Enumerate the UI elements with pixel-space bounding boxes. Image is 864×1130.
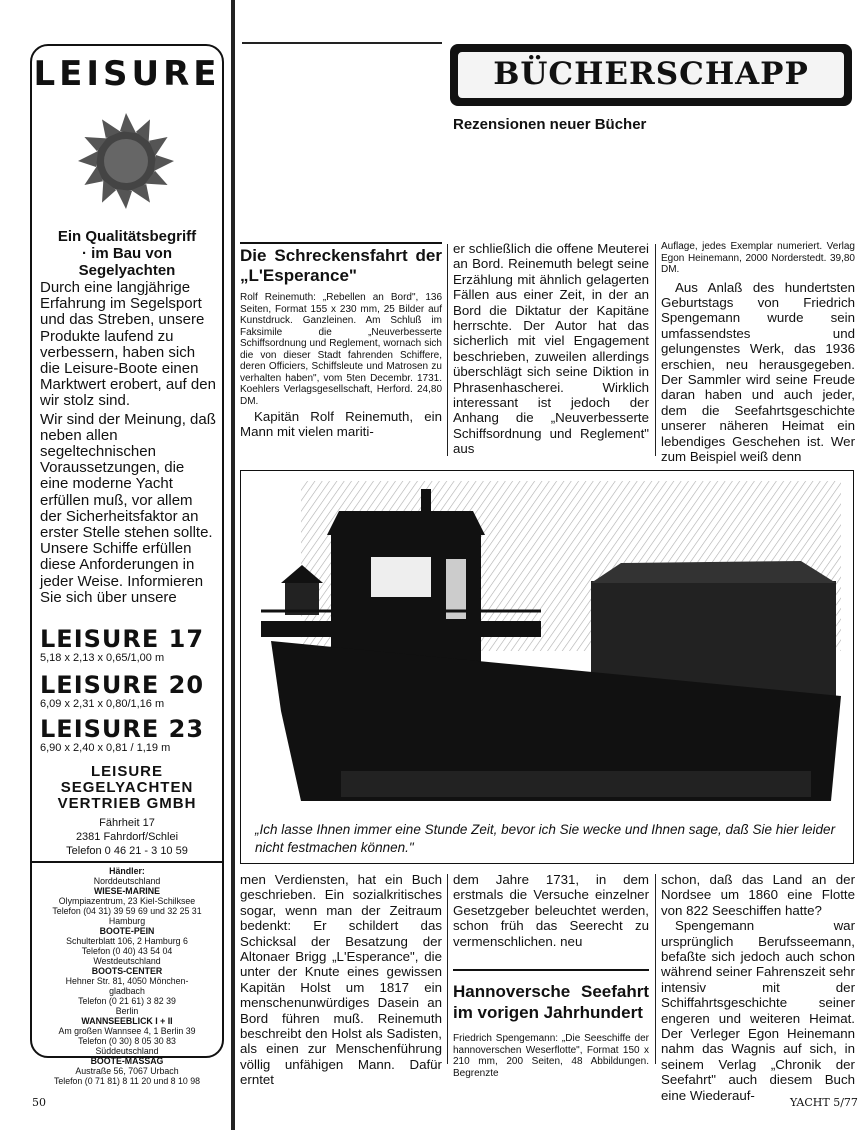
dealer-line: Süddeutschland [95,1046,159,1056]
article-bibliography-end: Auflage, jedes Exemplar numeriert. Verlag Egon Heinemann, 2000 Norderstedt. 39,80 DM. [661,241,855,275]
article-paragraph: Spengemann war ursprünglich Berufsseemann, befaßte sich jedoch auch schon während seiner Fahrenszeit sehr intensiv mit der Schiffahrtsgeschichte seiner engeren und weiteren Heimat. Der Verleger Egon Heinemann nahm das Wagnis auf sich, in seinem Verlag „Chronik der Seefahrt" auch diesem Buch eine Wiederauf- [661,918,855,1103]
dealer-line: Westdeutschland [93,956,161,966]
article-title-2: Hannoversche Seefahrt im vorigen Jahrhundert [453,969,649,1023]
dealer-line: gladbach [109,986,145,996]
dealer-line: Schulterblatt 106, 2 Hamburg 6 [66,936,188,946]
section-banner [450,44,852,106]
article-paragraph: men Verdiensten, hat ein Buch geschrieben. Ein sozialkritisches sogar, wenn man der Zeitraum bedenkt: Er schildert das Schicksal der Besatzung der Altonaer Brigg „L'Esperance", die unter der Knute eines gewissen Kapitän Holst um 1817 ein menschenunwürdiges Dasein an Bord führen muß. Reinemuth beschreibt den Holst als Sadisten, als einen zur Menschenführung völlig unfähigen Mann. Dafür erntet [240,872,442,1088]
illustration-caption: „Ich lasse Ihnen immer eine Stunde Zeit, bevor ich Sie wecke und Ihnen sage, daß Sie hier leider nicht festmachen können." [255,822,836,855]
ad-company-name: LEISURE SEGELYACHTEN VERTRIEB GMBH [57,763,197,812]
dealer-line: Berlin [115,1006,139,1016]
column-rule [655,244,656,456]
article-paragraph: er schließlich die offene Meuterei an Bord. Reinemuth belegt seine Erzählung mit ähnlich gelagerten Fällen aus einer Zeit, in der an Bord die Diktatur der Kapitäne herrschte. Der Autor hat das sicherlich mit viel Engagement beschrieben, zuweilen allerdings überschlägt sich seine Diktion in Phrasenhascherei. Wirklich interessant ist jedoch der Anhang die „Neuverbesserte Schiffsordnung und Reglement" aus [453,241,649,457]
article-column-3-top [661,241,855,464]
dealer-line: Olympiazentrum, 23 Kiel-Schilksee [58,896,196,906]
article-title: Die Schreckensfahrt der „L'Esperance" [240,242,442,286]
dealer-line: Norddeutschland [93,876,161,886]
gutter-rule [231,0,235,1130]
model-leisure-23: LEISURE 23 6,90 x 2,40 x 0,81 / 1,19 m [40,715,205,754]
section-subtitle: Rezensionen neuer Bücher [453,116,647,133]
sun-logo-icon [76,106,176,216]
dealer-line: Telefon (0 71 81) 8 11 20 und 8 10 98 [53,1076,201,1086]
article-column-2-top [453,241,649,457]
dealer-line: Am großen Wannsee 4, 1 Berlin 39 [58,1026,196,1036]
column-rule [655,874,656,1064]
ad-body-text: Durch eine langjährige Erfahrung im Segelsport und das Streben, unsere Produkte laufend zu verbessern, haben sich die Leisure-Boote einen Marktwert erobert, auf den wir stolz sind. Wir sind der Meinung, daß neben allen segeltechnischen Voraussetzungen, die eine moderne Yacht erfüllen muß, vor allem der Sicherheitsfaktor an erster Stelle stehen sollte. Unsere Schiffe erfüllen diese Anforderungen in jeder Weise. Informieren Sie sich über unsere [40,279,216,606]
dealer-line: BOOTS-CENTER [91,966,163,976]
dealer-line: WIESE-MARINE [94,886,160,896]
cartoon-illustration [240,470,854,864]
article-column-2-bottom [453,872,649,1079]
dealer-line: BOOTE-MASSAG [90,1056,164,1066]
page-number: 50 [32,1096,46,1109]
ad-divider [32,861,222,863]
article-bibliography-2: Friedrich Spengemann: „Die Seeschiffe der hannoverschen Weserflotte", Format 150 x 210 mm, 200 Seiten, 48 Abbildungen. Begrenzte [453,1033,649,1079]
ad-dealer-list [36,866,218,1086]
article-paragraph: dem Jahre 1731, in dem erstmals die Versuche einzelner Gesetzgeber beleuchtet werden, schon früh das Seerecht zu vermenschlichen. neu [453,872,649,949]
dealer-line: WANNSEEBLICK I + II [81,1016,173,1026]
ad-company-address: Fährheit 17 2381 Fahrdorf/Schlei Telefon 0 46 21 - 3 10 59 [66,817,188,857]
top-rule [242,42,442,44]
leisure-advertisement [30,44,224,1086]
dealer-line: Telefon (0 40) 43 54 04 [81,946,173,956]
column-rule [447,874,448,1064]
article-column-3-bottom [661,872,855,1103]
issue-label: YACHT 5/77 [790,1096,858,1109]
dealer-line: Hehner Str. 81, 4050 Mönchen- [65,976,189,986]
dealer-line: Telefon (04 31) 39 59 69 und 32 25 31 [52,906,202,916]
article-paragraph: Kapitän Rolf Reinemuth, ein Mann mit vielen mariti- [240,409,442,440]
dealer-line: Hamburg [108,916,146,926]
dealer-line: Austraße 56, 7067 Urbach [75,1066,179,1076]
article-bibliography: Rolf Reinemuth: „Rebellen an Bord", 136 Seiten, Format 155 x 230 mm, 25 Bilder auf Kunstdruck. Ganzleinen. Am Schluß im Faksimile die „Neuverbesserte Schiffsordnung und Reglement, wornach sich die von dieser Stadt fahrenden Schiffere, deren Officiers, Schiffsleute und Matrosen zu verhalten haben", vom 5ten Decembr. 1731. Koehlers Verlagsgesellschaft, Herford. 24,80 DM. [240,292,442,407]
ship-drawing [241,471,853,811]
section-banner-title: BÜCHERSCHAPP [456,50,846,100]
dealer-line: Händler: [109,866,145,876]
ad-brand-title: LEISURE [33,54,221,94]
article-column-1-bottom [240,872,442,1088]
article-paragraph: Aus Anlaß des hundertsten Geburtstags von Friedrich Spengemann wurde sein umfassendstes und gelungenstes Werk, das 1936 erschien, neu herausgegeben. Der Sammler wird seine Freude daran haben und auch jeder, dem die Seefahrtsgeschichte unserer näheren Heimat ein lebendiges Geschehen ist. Wer zum Beispiel weiß denn [661,279,855,464]
ad-headline: Ein Qualitätsbegriff · im Bau von Segelyachten [57,228,197,279]
dealer-line: Telefon (0 30) 8 05 30 83 [78,1036,176,1046]
article-column-1-top [240,242,442,440]
model-leisure-17: LEISURE 17 5,18 x 2,13 x 0,65/1,00 m [40,625,205,664]
dealer-line: Telefon (0 21 61) 3 82 39 [78,996,176,1006]
model-leisure-20: LEISURE 20 6,09 x 2,31 x 0,80/1,16 m [40,671,205,710]
column-rule [447,244,448,456]
article-paragraph: schon, daß das Land an der Nordsee um 1860 eine Flotte von 822 Seeschiffen hatte? [661,872,855,918]
dealer-line: BOOTE-PEIN [99,926,155,936]
